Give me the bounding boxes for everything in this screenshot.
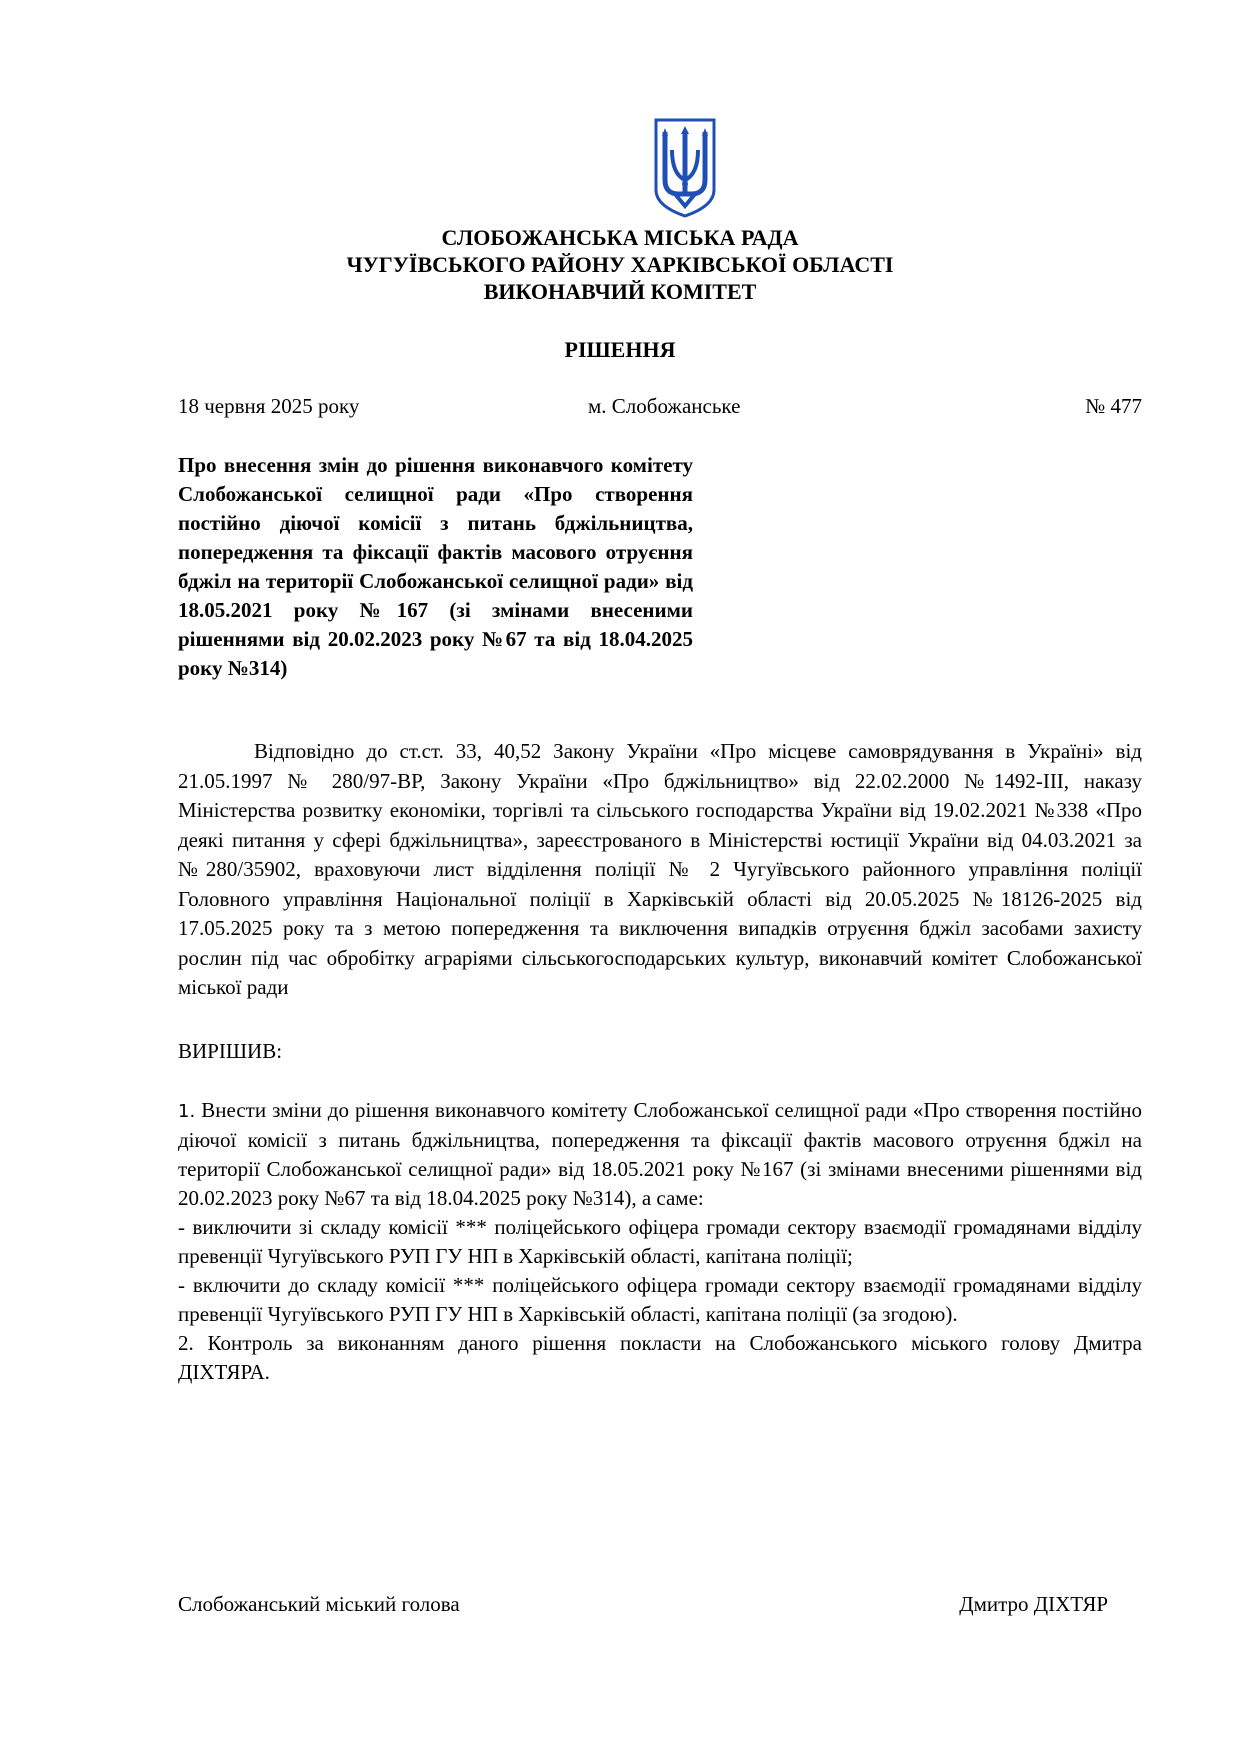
- executive-committee-name: ВИКОНАВЧИЙ КОМІТЕТ: [483, 279, 757, 304]
- decision-item-1-number: 1.: [178, 1101, 196, 1122]
- decision-exclude-member: - виключити зі складу комісії *** поліцейського офіцера громади сектору взаємодії громадянами відділу превенції Чугуївського РУП ГУ НП в Харківській області, капітана поліції;: [178, 1215, 1142, 1268]
- signatory-title: Слобожанський міський голова: [178, 1592, 460, 1616]
- ukraine-trident-emblem-icon: [653, 118, 717, 218]
- decision-include-member: - включити до складу комісії *** поліцейського офіцера громади сектору взаємодії громадянами відділу превенції Чугуївського РУП ГУ НП в Харківській області, капітана поліції (за згодою).: [178, 1273, 1142, 1326]
- decision-item-1-text: Внести зміни до рішення виконавчого комітету Слобожанської селищної ради «Про створення постійно діючої комісії з питань бджільництва, попередження та фіксації фактів масового отруєння бджіл на території Слобожанської селищної ради» від 18.05.2021 року №167 (зі змінами внесеними рішеннями від 20.02.2023 року №67 та від 18.04.2025 року №314), а саме:: [178, 1098, 1142, 1210]
- document-number: № 477: [1085, 394, 1142, 418]
- document-type-title: РІШЕННЯ: [564, 337, 676, 362]
- decision-item-2: 2. Контроль за виконанням даного рішення покласти на Слобожанського міського голову Дмитра ДІХТЯРА.: [178, 1331, 1142, 1384]
- preamble-paragraph: Відповідно до ст.ст. 33, 40,52 Закону України «Про місцеве самоврядування в Україні» від 21.05.1997 № 280/97-ВР, Закону України «Про бджільництво» від 22.02.2000 №1492-ІІІ, наказу Міністерства розвитку економіки, торгівлі та сільського господарства України від 19.02.2021 №338 «Про деякі питання у сфері бджільництва», зареєстрованого в Міністерстві юстиції України від 04.03.2021 за №280/35902, враховуючи лист відділення поліції № 2 Чугуївського районного управління поліції Головного управління Національної поліції в Харківській області від 20.05.2025 №18126-2025 від 17.05.2025 року та з метою попередження та виключення випадків отруєння бджіл засобами захисту рослин під час обробітку аграріями сільськогосподарських культур, виконавчий комітет Слобожанської міської ради: [178, 739, 1142, 999]
- document-place: м. Слобожанське: [588, 394, 741, 418]
- decided-label: ВИРІШИВ:: [178, 1039, 283, 1063]
- decision-subject: Про внесення змін до рішення виконавчого комітету Слобожанської селищної ради «Про створення постійно діючої комісії з питань бджільництва, попередження та фіксації фактів масового отруєння бджіл на території Слобожанської селищної ради» від 18.05.2021 року №167 (зі змінами внесеними рішеннями від 20.02.2023 року №67 та від 18.04.2025 року №314): [178, 453, 693, 680]
- document-date: 18 червня 2025 року: [178, 394, 360, 418]
- council-name: СЛОБОЖАНСЬКА МІСЬКА РАДА: [441, 225, 799, 250]
- district-region-name: ЧУГУЇВСЬКОГО РАЙОНУ ХАРКІВСЬКОЇ ОБЛАСТІ: [346, 252, 894, 277]
- decision-item-1: [178, 1096, 1142, 1213]
- signatory-name: Дмитро ДІХТЯР: [959, 1592, 1108, 1616]
- decisions-section: [178, 1096, 1142, 1387]
